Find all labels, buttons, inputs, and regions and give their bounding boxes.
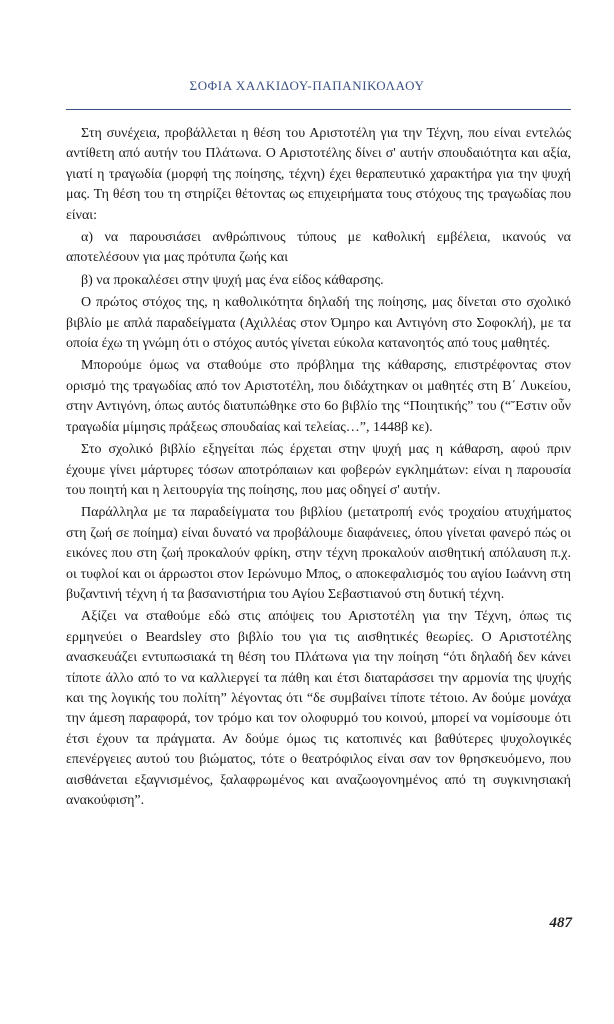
page-number: 487 — [549, 915, 572, 931]
paragraph-school-book: Στο σχολικό βιβλίο εξηγείται πώς έρχεται στην ψυχή μας η κάθαρση, αφού πριν έχουμε γίνει μάρτυρες τόσων αποτρόπαιων και φοβερών εγκλημάτων: είναι η παρουσία του ποιητή και η λειτουργία της ποίησης, που μας οδηγεί σ' αυτήν. — [66, 442, 571, 498]
paragraph-aristotle-position: Στη συνέχεια, προβάλλεται η θέση του Αριστοτέλη για την Τέχνη, που είναι εντελώς αντίθετη από αυτήν του Πλάτωνα. Ο Αριστοτέλης δίνει σ' αυτήν σπουδαιότητα και αξία, γιατί η τραγωδία (μορφή της ποίησης, τέχνη) έχει θεραπευτικό χαρακτήρα για την ψυχή μας. Τη θέση του τη στηρίζει θέτοντας ως επιχειρήματα τους στόχους της τραγωδίας που είναι: — [66, 126, 571, 223]
list-item-b: β) να προκαλέσει στην ψυχή μας ένα είδος κάθαρσης. — [81, 272, 384, 288]
paragraph-first-goal: Ο πρώτος στόχος της, η καθολικότητα δηλαδή της ποίησης, μας δίνεται στο σχολικό βιβλίο με απλά παραδείγματα (Αχιλλέας στον Όμηρο και Αντιγόνη στο Σοφοκλή), με τα οποία έχω τη γνώμη ότι ο στόχος αυτός γίνεται εύκολα κατανοητός από τους μαθητές. — [66, 295, 571, 352]
paragraph-catharsis: Μπορούμε όμως να σταθούμε στο πρόβλημα της κάθαρσης, επιστρέφοντας στον ορισμό της τραγωδίας από τον Αριστοτέλη, που διδάχτηκαν οι μαθητές στη Β΄ Λυκείου, στην Αντιγόνη, όπως αυτός διατυπώθηκε στο 6ο βιβλίο της “Ποιητικής” του (“Ἔστιν οὖν τραγωδία μίμησις πράξεως σπουδαίας καὶ τελείας…”, 1448β κε). — [66, 358, 571, 435]
paragraph-beardsley: Αξίζει να σταθούμε εδώ στις απόψεις του Αριστοτέλη για την Τέχνη, όπως τις ερμηνεύει ο Beardsley στο βιβλίο του για τις αισθητικές θεωρίες. Ο Αριστοτέλης ανασκευάζει εντυπωσιακά τη θέση του Πλάτωνα για την ποίηση “ότι δηλαδή δεν κάνει τίποτε άλλο από το να καλλιεργεί τα πάθη και έτσι διαταράσσει την αρμονία της ψυχής και της λογικής του πολίτη” λέγοντας ότι “δε συμβαίνει τίποτε τέτοιο. Αν δούμε μονάχα την άμεση παραφορά, τον τρόμο και τον ολοφυρμό του κοινού, μπορεί να νομίσουμε ότι έτσι έχουν τα πράγματα. Αν δούμε όμως τις κατοπινές και βαθύτερες ψυχολογικές επενέργειες αυτού του βιώματος, τότε ο θεατρόφιλος είναι σαν τον θρησκευόμενο, που αισθάνεται εξαγνισμένος, ξαλαφρωμένος και αναζωογονημένος από τη συγκινησιακή ανακούφιση”. — [66, 609, 571, 808]
running-title: ΣΟΦΙΑ ΧΑΛΚΙΔΟΥ-ΠΑΠΑΝΙΚΟΛΑΟΥ — [189, 78, 425, 93]
paragraph-examples: Παράλληλα με τα παραδείγματα του βιβλίου (μετατροπή ενός τροχαίου ατυχήματος στη ζωή σε ποίημα) είναι δυνατό να προβάλουμε διαφάνειες, όπου γίνεται φανερό πώς οι εικόνες που στη ζωή προκαλούν φρίκη, στην τέχνη προκαλούν αισθητική απόλαυση π.χ. οι τυφλοί και οι άρρωστοι στον Ιερώνυμο Μπος, ο αποκεφαλισμός του αγίου Ιωάννη στη βυζαντινή τέχνη ή τα βασανιστήρια του Αγίου Σεβαστιανού στη δυτική τέχνη. — [66, 505, 571, 602]
header-rule — [66, 109, 571, 110]
body-text — [66, 124, 571, 813]
list-item-a: α) να παρουσιάσει ανθρώπινους τύπους με καθολική εμβέλεια, ικανούς να αποτελέσουν για μας πρότυπα ζωής και — [66, 230, 571, 266]
